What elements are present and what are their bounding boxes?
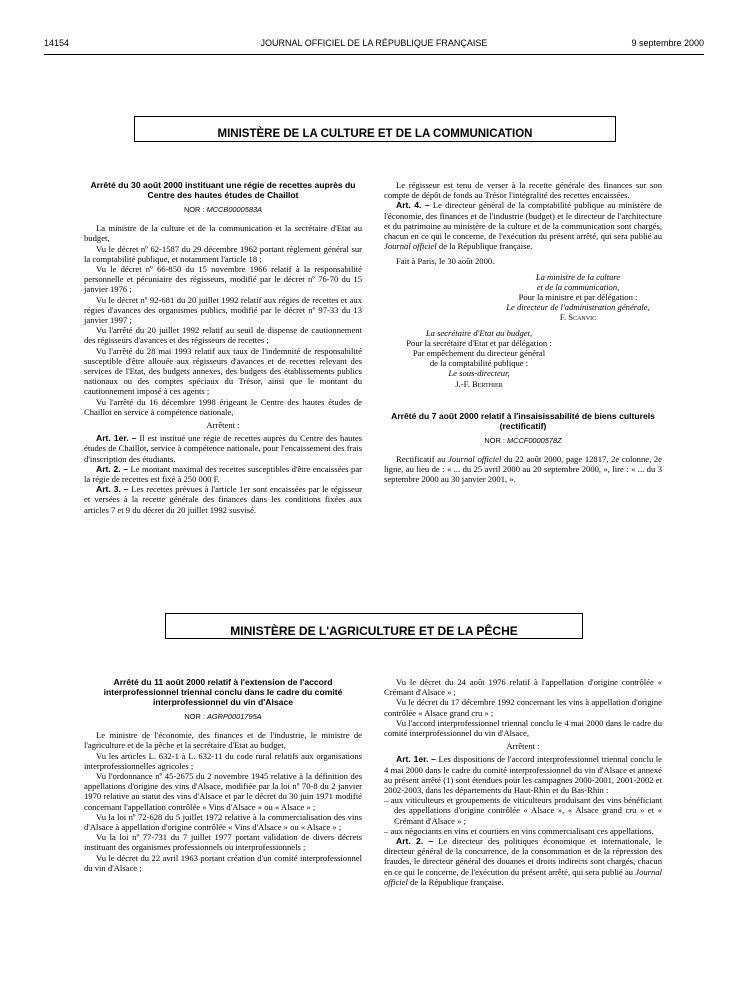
nor-reference (84, 205, 362, 215)
visa-paragraph: Vu le décret du 22 avril 1963 portant création d'un comité interprofessionnel du vin d'Alsace ; (84, 852, 362, 873)
signature-line: Par empêchement du directeur général (412, 348, 546, 359)
visa-paragraph: Vu la loi nº 77-731 du 7 juillet 1977 portant validation de divers décrets instituant des organismes professionnels ou interprofessionnels ; (84, 832, 362, 853)
nor-label: NOR : (184, 712, 205, 721)
article-label: Art. 3. – (96, 484, 129, 495)
nor-code: AGRP0001795A (206, 712, 262, 721)
culture-column-right (384, 180, 662, 485)
signature-line: Le sous-directeur, (448, 368, 510, 379)
signature-line: Pour la ministre et par délégation : (518, 292, 638, 303)
signature-line: La secrétaire d'Etat au budget, (425, 327, 533, 338)
header-divider (44, 54, 704, 55)
ministry-culture-heading (134, 116, 616, 142)
article-label: Art. 2. – (396, 836, 434, 847)
rectificatif-text-end: du 22 août 2000, page 12817, 2e colonne, 2e ligne, au lieu de : « ... du 25 avril 2000 au 20 septembre 2000, », lire : « ... du 3 septembre 2000 au 30 janvier 2001, ». (384, 454, 662, 485)
article-1 (384, 754, 662, 795)
signature-line: et de la communication, (536, 281, 620, 292)
page-header (44, 38, 704, 52)
article-text: Les dispositions de l'accord interprofessionnel triennal conclu le 4 mai 2000 dans le cadre du comité interprofessionnel du vin d'Alsace et annexé au présent arrêté (1) sont étendues pour les campagnes 2000-2001, 2001-2002 et 2002-2003, dans les départements du Haut-Rhin et du Bas-Rhin : (384, 754, 663, 796)
signature-line: La ministre de la culture (535, 271, 621, 282)
visa-paragraph: Vu l'arrêté du 16 décembre 1998 érigeant le Centre des hautes études de Chaillot en service à compétence nationale, (84, 396, 362, 417)
nor-code: MCCB0000583A (206, 205, 263, 214)
arretent-label: Arrêtent : (506, 741, 540, 752)
rectificatif-paragraph (384, 454, 662, 485)
ministry-agriculture-heading (165, 613, 583, 639)
nor-code: MCCF0000578Z (506, 435, 562, 445)
agriculture-column-right (384, 677, 662, 887)
visa-paragraph: Vu le décret du 17 décembre 1992 concernant les vins à appellation d'origine contrôlée « Alsace grand cru » ; (384, 697, 662, 718)
article-4 (384, 200, 662, 251)
journal-title: JOURNAL OFFICIEL DE LA RÉPUBLIQUE FRANÇAISE (260, 38, 488, 48)
article-label: Art. 2. – (96, 463, 129, 474)
article-2 (84, 464, 362, 484)
nor-label: NOR : (484, 435, 505, 445)
nor-reference (84, 712, 362, 722)
decree-title: Arrêté du 30 août 2000 instituant une régie de recettes auprès du Centre des hautes études de Chaillot (90, 180, 356, 200)
list-item: – aux viticulteurs et groupements de viticulteurs produisant des vins bénéficiant des appellations d'origine contrôlée « Alsace », « Alsace grand cru » et « Crémant d'Alsace » ; (384, 795, 662, 826)
page-number: 14154 (44, 38, 70, 48)
article-text-end: de la République française. (436, 241, 533, 252)
rectificatif-text: Rectificatif au (396, 454, 449, 465)
preamble-paragraph: La ministre de la culture et de la communication et la secrétaire d'Etat au budget, (84, 223, 362, 244)
visa-paragraph: Vu le décret du 24 août 1976 relatif à l'appellation d'origine contrôlée « Crémant d'Alsace » ; (384, 677, 662, 698)
article-text: Le montant maximal des recettes susceptibles d'être encaissées par la régie de recettes est fixé à 250 000 F. (84, 463, 362, 485)
signature-block-secretary (384, 328, 574, 389)
article-text: Les recettes prévues à l'article 1er sont encaissées par le régisseur et versées à la recette générale des finances dans les conditions fixées aux articles 7 et 9 du décret du 20 juillet 1992 susvisé. (84, 484, 362, 515)
signature-line: Pour la secrétaire d'Etat et par délégation : (406, 337, 552, 348)
ministry-agriculture-label: MINISTÈRE DE L'AGRICULTURE ET DE LA PÊCHE (230, 624, 518, 638)
fait-a-paris: Fait à Paris, le 30 août 2000. (396, 256, 495, 267)
article-label: Art. 1er. – (96, 433, 137, 444)
article-text-end: de la République française. (407, 876, 504, 887)
rectificatif-title: Arrêté du 7 août 2000 relatif à l'insaisissabilité de biens culturels (rectificatif) (391, 410, 655, 431)
signatory-name: F. Scanvic (559, 312, 597, 323)
article-text: Le directeur général de la comptabilité publique au ministère de l'économie, des finances et de l'industrie (budget) et le directeur de l'architecture et du patrimoine au ministère de la culture et de la communication sont chargés, chacun en ce qui le concerne, de l'exécution du présent arrêté, qui sera publié au (384, 200, 662, 242)
signature-line: de la comptabilité publique : (429, 358, 529, 369)
journal-reference: Journal officiel (384, 866, 662, 887)
visa-paragraph: Vu le décret nº 92-681 du 20 juillet 1992 relatif aux régies de recettes et aux régies d'avances des organismes publics, modifié par le décret nº 97-33 du 13 janvier 1997 ; (84, 294, 362, 326)
signature-block-minister (384, 272, 662, 323)
visa-paragraph: Vu l'ordonnance nº 45-2675 du 2 novembre 1945 relative à la définition des appellations d'origine des vins d'Alsace, modifiée par la loi nº 70-8 du 2 janvier 1970 relative au statut des vins d'Alsace et par le décret du 30 juin 1971 modifié concernant l'appellation contrôlée « Vins d'Alsace » ou « Alsace » ; (84, 771, 362, 812)
arretent-label: Arrêtent : (206, 420, 240, 431)
visa-paragraph: Vu les articles L. 632-1 à L. 632-11 du code rural relatifs aux organisations interprofessionnelles agricoles ; (84, 750, 362, 771)
visa-paragraph: Vu la loi nº 72-628 du 5 juillet 1972 relative à la commercialisation des vins d'Alsace à appellation d'origine contrôlée « Vins d'Alsace » ou « Alsace » ; (84, 811, 362, 833)
article-text: Le directeur des politiques économique et internationale, le directeur général de la concurrence, de la consommation et de la répression des fraudes, le directeur général des douanes et droits indirects sont chargés, chacun en ce qui le concerne, de l'exécution du présent arrêté, qui sera publié au (384, 836, 662, 877)
article-3-continuation: Le régisseur est tenu de verser à la recette générale des finances sur son compte de dépôt de fonds au Trésor l'intégralité des recettes encaissées. (384, 180, 662, 201)
agriculture-column-left (84, 677, 362, 873)
visa-paragraph: Vu l'accord interprofessionnel triennal conclu le 4 mai 2000 dans le cadre du comité interprofessionnel du vin d'Alsace, (384, 717, 662, 739)
decree-title: Arrêté du 11 août 2000 relatif à l'extension de l'accord interprofessionnel triennal conclu dans le cadre du comité interprofessionnel du vin d'Alsace (103, 677, 343, 707)
journal-reference: Journal officiel (448, 454, 502, 465)
list-item: – aux négociants en vins et courtiers en vins commercialisant ces appellations. (384, 825, 654, 836)
preamble-paragraph: Le ministre de l'économie, des finances et de l'industrie, le ministre de l'agriculture et de la pêche et la secrétaire d'Etat au budget, (84, 730, 362, 751)
visa-paragraph: Vu l'arrêté du 28 mai 1993 relatif aux taux de l'indemnité de responsabilité susceptible d'être allouée aux régisseurs d'avances et de recettes relevant des services de l'Etat, des budgets annexes, des budgets des établissements publics nationaux ou des comptes spéciaux du Trésor, ainsi que le montant du cautionnement imposé à ces agents ; (84, 345, 362, 397)
culture-column-left (84, 180, 362, 515)
signatory-name: J.-F. Berthier (455, 378, 503, 389)
scope-list (384, 795, 662, 836)
visa-paragraph: Vu le décret nº 66-850 du 15 novembre 1966 relatif à la responsabilité personnelle et pécuniaire des régisseurs, modifié par le décret nº 76-70 du 15 janvier 1976 ; (84, 264, 362, 295)
article-label: Art. 1er. – (396, 754, 436, 765)
signature-line: Le directeur de l'administration générale, (506, 302, 650, 313)
visa-paragraph: Vu l'arrêté du 20 juillet 1992 relatif au seuil de dispense de cautionnement des régisseurs d'avances et des régisseurs de recettes ; (84, 325, 362, 346)
issue-date: 9 septembre 2000 (631, 38, 704, 48)
article-2 (384, 836, 662, 887)
article-3 (84, 484, 362, 515)
article-1 (84, 433, 362, 464)
article-text: Il est institué une régie de recettes auprès du Centre des hautes études de Chaillot, service à compétence nationale, pour l'encaissement des frais d'inscription des étudiants. (84, 433, 363, 464)
nor-reference (384, 436, 662, 446)
article-label: Art. 4. – (396, 200, 430, 211)
nor-label: NOR : (183, 205, 205, 214)
visa-paragraph: Vu le décret nº 62-1587 du 29 décembre 1962 portant règlement général sur la comptabilité publique, et notamment l'article 18 ; (84, 243, 362, 264)
journal-reference: Journal officiel (384, 241, 437, 252)
ministry-culture-label: MINISTÈRE DE LA CULTURE ET DE LA COMMUNICATION (217, 128, 533, 140)
